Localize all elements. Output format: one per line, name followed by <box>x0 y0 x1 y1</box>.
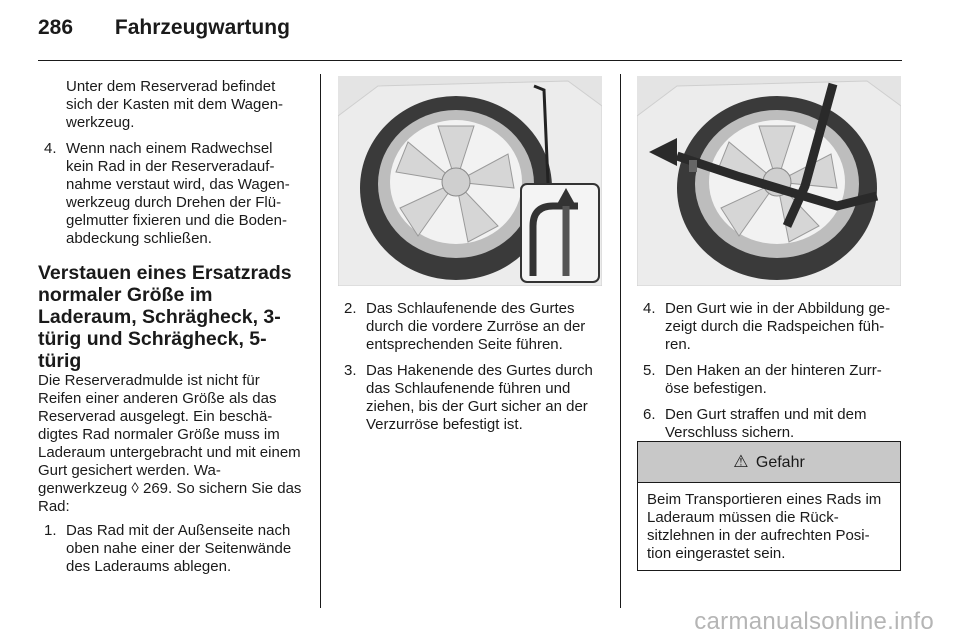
column-divider-left <box>320 74 321 608</box>
step-text: Das Hakenende des Gurtes durch das Schlaufenende führen und ziehen, bis der Gurt sicher an der Verzurröse befestigt ist. <box>366 362 593 433</box>
step-list-3 <box>338 300 604 434</box>
warning-triangle-icon: ⚠ <box>733 452 749 471</box>
step-text: Den Gurt straffen und mit dem Verschluss sichern. <box>665 406 867 441</box>
step-number: 2. <box>344 300 357 317</box>
watermark: carmanualsonline.info <box>694 608 934 635</box>
illustration-strap-through-spokes <box>637 76 901 286</box>
intro-text: Unter dem Reserverad befindet sich der Kasten mit dem Wagen-werkzeug. <box>66 78 284 131</box>
step-list-4 <box>637 300 903 442</box>
column-3 <box>637 300 903 450</box>
section-heading: Verstauen eines Ersatzrads normaler Größe im Laderaum, Schrägheck, 3-türig und Schrägheck, 5-türig <box>38 262 292 372</box>
step-text: Wenn nach einem Radwechsel kein Rad in der Reserveradauf-nahme verstaut wird, das Wagen-werkzeug durch Drehen der Flü-gelmutter fixieren und die Boden-abdeckung schließen. <box>66 140 290 247</box>
list-item <box>38 522 304 576</box>
paragraph-text: Die Reserveradmulde ist nicht für Reifen einer anderen Größe als das Reserverad ausgelegt. Ein beschä-digtes Rad normaler Größe muss im Laderaum untergebracht und mit einem Gurt gesichert werden. Wa-genwerkzeug <box>38 372 301 497</box>
step-number: 5. <box>643 362 656 379</box>
list-item <box>637 362 903 398</box>
step-text: Den Haken an der hinteren Zurr-öse befestigen. <box>665 362 882 397</box>
page-title: Fahrzeugwartung <box>114 16 290 39</box>
step-text: Den Gurt wie in der Abbildung ge-zeigt durch die Radspeichen füh-ren. <box>665 300 891 353</box>
warning-box <box>637 441 901 571</box>
column-2 <box>338 300 604 442</box>
page-header <box>38 16 290 40</box>
step-number: 4. <box>643 300 656 317</box>
list-item <box>338 300 604 354</box>
warning-title: Gefahr <box>755 454 805 471</box>
column-1 <box>38 78 304 584</box>
step-number: 4. <box>44 140 57 157</box>
page-number: 286 <box>38 16 74 39</box>
step-list-1 <box>38 140 304 248</box>
column-divider-right <box>620 74 621 608</box>
warning-text: Beim Transportieren eines Rads im Laderaum müssen die Rück-sitzlehnen in der aufrechten Posi-tion eingerastet sein. <box>647 491 882 562</box>
step-list-2 <box>38 522 304 576</box>
warning-header <box>638 442 900 483</box>
paragraph-text-end: . So sichern Sie das Rad: <box>38 480 302 515</box>
list-item <box>338 362 604 434</box>
list-item <box>637 406 903 442</box>
page-ref-icon: ◊ <box>131 480 139 497</box>
step-number: 1. <box>44 522 57 539</box>
list-item <box>637 300 903 354</box>
step-number: 3. <box>344 362 357 379</box>
page-ref-link[interactable]: 269 <box>143 480 169 497</box>
header-rule <box>38 60 902 61</box>
body-paragraph <box>38 372 304 516</box>
step-text: Das Rad mit der Außenseite nach oben nahe einer der Seitenwände des Laderaums ablegen. <box>66 522 292 575</box>
step-text: Das Schlaufenende des Gurtes durch die vordere Zurröse an der entsprechenden Seite führen. <box>366 300 586 353</box>
list-item <box>38 140 304 248</box>
illustration-strap-loop <box>338 76 602 286</box>
step-number: 6. <box>643 406 656 423</box>
